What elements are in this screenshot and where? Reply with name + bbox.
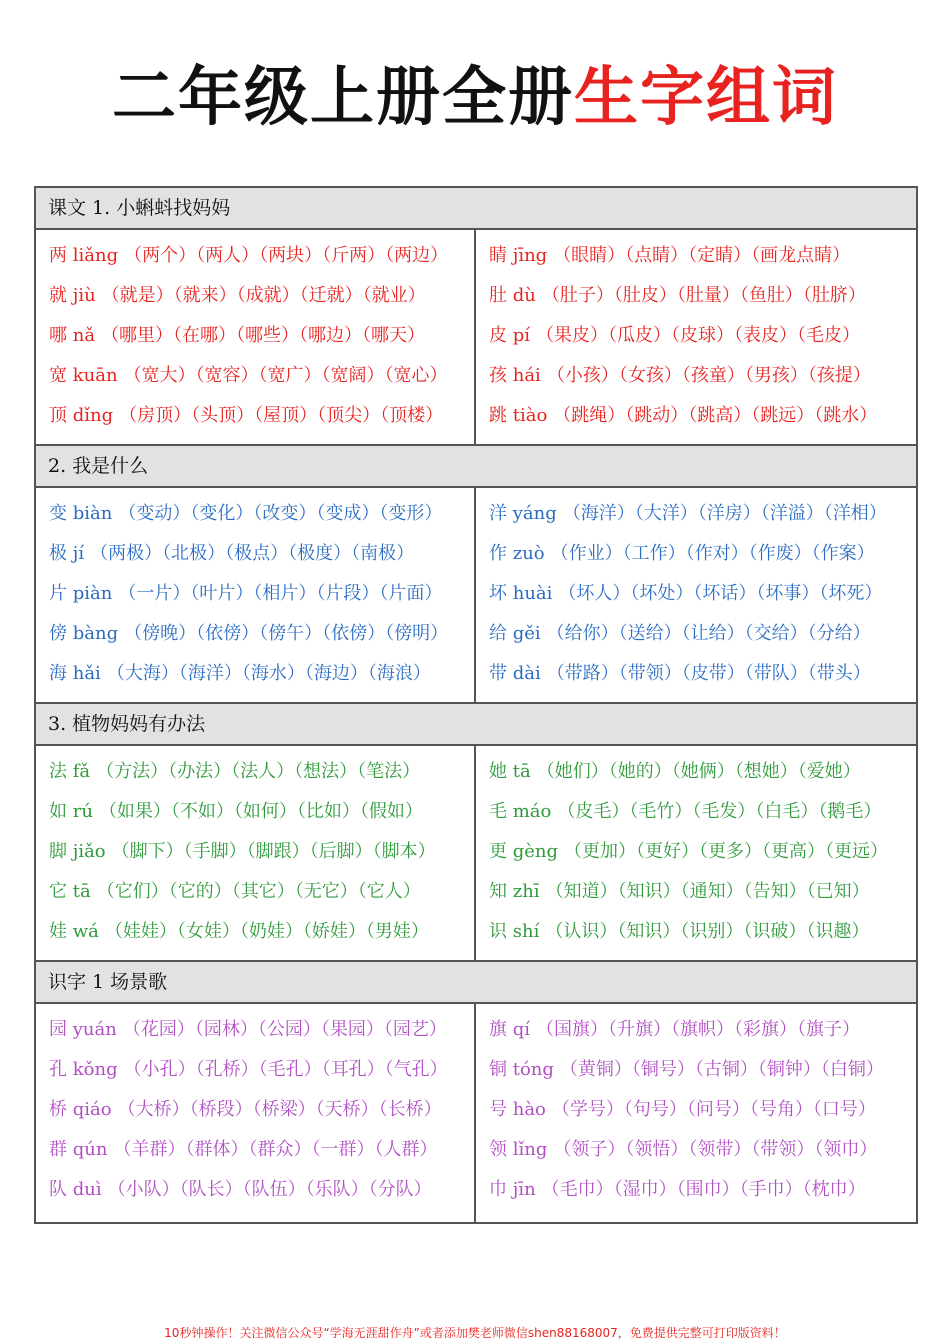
pinyin: tā bbox=[72, 881, 91, 902]
character: 皮 bbox=[489, 325, 507, 346]
word-row bbox=[49, 1010, 474, 1050]
pinyin: hái bbox=[512, 365, 541, 386]
word-list: （脚下）（手脚）（脚跟）（后脚）（脚本） bbox=[111, 841, 436, 862]
word-row bbox=[49, 534, 474, 574]
word-list: （两个）（两人）（两块）（斤两）（两边） bbox=[124, 245, 449, 266]
word-row bbox=[489, 574, 916, 614]
pinyin: dù bbox=[512, 285, 536, 306]
word-row bbox=[49, 752, 474, 792]
pinyin: duì bbox=[72, 1179, 102, 1200]
word-row bbox=[49, 912, 474, 952]
pinyin: tóng bbox=[512, 1059, 554, 1080]
word-row bbox=[489, 276, 916, 316]
pinyin: piàn bbox=[72, 583, 113, 604]
character: 更 bbox=[489, 841, 507, 862]
word-list: （带路）（带领）（皮带）（带队）（带头） bbox=[546, 663, 871, 684]
pinyin: máo bbox=[512, 801, 552, 822]
pinyin: biàn bbox=[72, 503, 113, 524]
word-list: （两极）（北极）（极点）（极度）（南极） bbox=[90, 543, 415, 564]
word-row bbox=[49, 1050, 474, 1090]
word-list: （坏人）（坏处）（坏话）（坏事）（坏死） bbox=[558, 583, 883, 604]
word-row bbox=[489, 752, 916, 792]
character: 娃 bbox=[49, 921, 67, 942]
pinyin: zhī bbox=[512, 881, 540, 902]
section-header: 2. 我是什么 bbox=[36, 446, 916, 488]
pinyin: lǐng bbox=[512, 1139, 548, 1160]
section-body bbox=[36, 1004, 916, 1222]
word-list: （房顶）（头顶）（屋顶）（顶尖）（顶楼） bbox=[119, 405, 444, 426]
character: 就 bbox=[49, 285, 67, 306]
word-list: （眼睛）（点睛）（定睛）（画龙点睛） bbox=[553, 245, 851, 266]
character: 识 bbox=[489, 921, 507, 942]
word-column-left bbox=[36, 1004, 476, 1222]
word-list: （认识）（知识）（识别）（识破）（识趣） bbox=[545, 921, 870, 942]
section-header: 3. 植物妈妈有办法 bbox=[36, 704, 916, 746]
word-row bbox=[489, 1050, 916, 1090]
character: 顶 bbox=[49, 405, 67, 426]
word-row bbox=[489, 832, 916, 872]
word-column-right bbox=[476, 230, 916, 444]
character: 队 bbox=[49, 1179, 67, 1200]
word-row bbox=[489, 1090, 916, 1130]
character: 洋 bbox=[489, 503, 507, 524]
character: 跳 bbox=[489, 405, 507, 426]
character: 旗 bbox=[489, 1019, 507, 1040]
character: 领 bbox=[489, 1139, 507, 1160]
pinyin: qiáo bbox=[72, 1099, 112, 1120]
word-list: （宽大）（宽容）（宽广）（宽阔）（宽心） bbox=[123, 365, 448, 386]
footer-note: 10秒钟操作！关注微信公众号“学海无涯甜作舟”或者添加樊老师微信shen88168007，免费提供完整可打印版资料！ bbox=[164, 1326, 786, 1340]
character: 极 bbox=[49, 543, 67, 564]
word-row bbox=[49, 356, 474, 396]
word-row bbox=[49, 1170, 474, 1210]
word-row bbox=[49, 792, 474, 832]
word-list: （大桥）（桥段）（桥梁）（天桥）（长桥） bbox=[117, 1099, 442, 1120]
word-row bbox=[489, 494, 916, 534]
word-list: （娃娃）（女娃）（奶娃）（娇娃）（男娃） bbox=[104, 921, 429, 942]
word-row bbox=[49, 872, 474, 912]
word-list: （领子）（领悟）（领带）（带领）（领巾） bbox=[553, 1139, 878, 1160]
pinyin: tā bbox=[512, 761, 531, 782]
character: 园 bbox=[49, 1019, 67, 1040]
word-list: （小孩）（女孩）（孩童）（男孩）（孩提） bbox=[546, 365, 871, 386]
character: 坏 bbox=[489, 583, 507, 604]
word-list: （国旗）（升旗）（旗帜）（彩旗）（旗子） bbox=[536, 1019, 861, 1040]
word-column-right bbox=[476, 1004, 916, 1222]
word-list: （变动）（变化）（改变）（变成）（变形） bbox=[118, 503, 443, 524]
character: 傍 bbox=[49, 623, 67, 644]
word-column-left bbox=[36, 230, 476, 444]
word-list: （小队）（队长）（队伍）（乐队）（分队） bbox=[107, 1179, 432, 1200]
section-header: 课文 1. 小蝌蚪找妈妈 bbox=[36, 188, 916, 230]
word-row bbox=[489, 356, 916, 396]
character: 法 bbox=[49, 761, 67, 782]
pinyin: bàng bbox=[72, 623, 119, 644]
word-list: （给你）（送给）（让给）（交给）（分给） bbox=[546, 623, 871, 644]
word-row bbox=[489, 1130, 916, 1170]
character: 巾 bbox=[489, 1179, 507, 1200]
word-list: （方法）（办法）（法人）（想法）（笔法） bbox=[96, 761, 421, 782]
word-column-right bbox=[476, 488, 916, 702]
word-row bbox=[489, 396, 916, 436]
character: 变 bbox=[49, 503, 67, 524]
pinyin: zuò bbox=[512, 543, 545, 564]
word-list: （大海）（海洋）（海水）（海边）（海浪） bbox=[106, 663, 431, 684]
character: 哪 bbox=[49, 325, 67, 346]
pinyin: dài bbox=[512, 663, 541, 684]
character: 知 bbox=[489, 881, 507, 902]
word-list: （果皮）（瓜皮）（皮球）（表皮）（毛皮） bbox=[536, 325, 861, 346]
word-row bbox=[489, 534, 916, 574]
section-body bbox=[36, 230, 916, 446]
word-column-right bbox=[476, 746, 916, 960]
word-row bbox=[49, 276, 474, 316]
character: 毛 bbox=[489, 801, 507, 822]
pinyin: nǎ bbox=[72, 325, 96, 346]
vocabulary-table bbox=[34, 186, 918, 1224]
word-list: （学号）（句号）（问号）（号角）（口号） bbox=[551, 1099, 876, 1120]
pinyin: gěi bbox=[512, 623, 541, 644]
pinyin: yáng bbox=[512, 503, 557, 524]
character: 铜 bbox=[489, 1059, 507, 1080]
word-row bbox=[489, 872, 916, 912]
pinyin: hǎi bbox=[72, 663, 101, 684]
word-list: （更加）（更好）（更多）（更高）（更远） bbox=[564, 841, 889, 862]
pinyin: huài bbox=[512, 583, 553, 604]
pinyin: jiǎo bbox=[72, 841, 106, 862]
word-row bbox=[49, 614, 474, 654]
word-row bbox=[49, 654, 474, 694]
word-list: （它们）（它的）（其它）（无它）（它人） bbox=[96, 881, 421, 902]
pinyin: fǎ bbox=[72, 761, 91, 782]
character: 肚 bbox=[489, 285, 507, 306]
section-body bbox=[36, 746, 916, 962]
section-body bbox=[36, 488, 916, 704]
word-row bbox=[49, 316, 474, 356]
character: 如 bbox=[49, 801, 67, 822]
page-title bbox=[0, 58, 950, 138]
pinyin: rú bbox=[72, 801, 93, 822]
word-list: （皮毛）（毛竹）（毛发）（白毛）（鹅毛） bbox=[557, 801, 882, 822]
pinyin: qún bbox=[72, 1139, 108, 1160]
word-list: （她们）（她的）（她俩）（想她）（爱她） bbox=[536, 761, 861, 782]
word-row bbox=[489, 614, 916, 654]
word-list: （如果）（不如）（如何）（比如）（假如） bbox=[98, 801, 423, 822]
word-row bbox=[49, 396, 474, 436]
word-list: （跳绳）（跳动）（跳高）（跳远）（跳水） bbox=[553, 405, 878, 426]
pinyin: kǒng bbox=[72, 1059, 118, 1080]
character: 脚 bbox=[49, 841, 67, 862]
word-row bbox=[49, 494, 474, 534]
word-row bbox=[49, 574, 474, 614]
character: 号 bbox=[489, 1099, 507, 1120]
word-list: （就是）（就来）（成就）（迁就）（就业） bbox=[101, 285, 426, 306]
character: 它 bbox=[49, 881, 67, 902]
word-row bbox=[489, 1170, 916, 1210]
character: 群 bbox=[49, 1139, 67, 1160]
word-row bbox=[489, 912, 916, 952]
pinyin: jí bbox=[72, 543, 85, 564]
character: 她 bbox=[489, 761, 507, 782]
pinyin: jiù bbox=[72, 285, 96, 306]
character: 孩 bbox=[489, 365, 507, 386]
word-row bbox=[489, 654, 916, 694]
word-list: （小孔）（孔桥）（毛孔）（耳孔）（气孔） bbox=[123, 1059, 448, 1080]
character: 给 bbox=[489, 623, 507, 644]
word-column-left bbox=[36, 488, 476, 702]
section-header: 识字 1 场景歌 bbox=[36, 962, 916, 1004]
pinyin: kuān bbox=[72, 365, 118, 386]
pinyin: gèng bbox=[512, 841, 559, 862]
word-list: （肚子）（肚皮）（肚量）（鱼肚）（肚脐） bbox=[541, 285, 866, 306]
character: 孔 bbox=[49, 1059, 67, 1080]
pinyin: jīn bbox=[512, 1179, 536, 1200]
character: 带 bbox=[489, 663, 507, 684]
word-row bbox=[489, 1010, 916, 1050]
word-row bbox=[49, 832, 474, 872]
pinyin: liǎng bbox=[72, 245, 119, 266]
character: 片 bbox=[49, 583, 67, 604]
pinyin: qí bbox=[512, 1019, 531, 1040]
pinyin: tiào bbox=[512, 405, 548, 426]
character: 海 bbox=[49, 663, 67, 684]
word-list: （毛巾）（湿巾）（围巾）（手巾）（枕巾） bbox=[541, 1179, 866, 1200]
word-list: （羊群）（群体）（群众）（一群）（人群） bbox=[113, 1139, 438, 1160]
word-list: （海洋）（大洋）（洋房）（洋溢）（洋相） bbox=[562, 503, 887, 524]
pinyin: dǐng bbox=[72, 405, 114, 426]
pinyin: wá bbox=[72, 921, 99, 942]
word-list: （花园）（园林）（公园）（果园）（园艺） bbox=[122, 1019, 447, 1040]
word-list: （傍晚）（依傍）（傍午）（依傍）（傍明） bbox=[124, 623, 449, 644]
word-list: （黄铜）（铜号）（古铜）（铜钟）（白铜） bbox=[559, 1059, 884, 1080]
word-list: （一片）（叶片）（相片）（片段）（片面） bbox=[118, 583, 443, 604]
word-row bbox=[489, 792, 916, 832]
word-row bbox=[49, 1090, 474, 1130]
word-list: （作业）（工作）（作对）（作废）（作案） bbox=[550, 543, 875, 564]
word-row bbox=[489, 236, 916, 276]
character: 睛 bbox=[489, 245, 507, 266]
word-row bbox=[49, 1130, 474, 1170]
pinyin: pí bbox=[512, 325, 531, 346]
word-list: （哪里）（在哪）（哪些）（哪边）（哪天） bbox=[101, 325, 426, 346]
word-column-left bbox=[36, 746, 476, 960]
character: 宽 bbox=[49, 365, 67, 386]
word-list: （知道）（知识）（通知）（告知）（已知） bbox=[545, 881, 870, 902]
character: 两 bbox=[49, 245, 67, 266]
character: 作 bbox=[489, 543, 507, 564]
pinyin: yuán bbox=[72, 1019, 117, 1040]
title-part2: 生字组词 bbox=[574, 61, 838, 135]
word-row bbox=[489, 316, 916, 356]
title-part1: 二年级上册全册 bbox=[112, 61, 574, 135]
pinyin: hào bbox=[512, 1099, 546, 1120]
character: 桥 bbox=[49, 1099, 67, 1120]
word-row bbox=[49, 236, 474, 276]
pinyin: shí bbox=[512, 921, 540, 942]
pinyin: jīng bbox=[512, 245, 548, 266]
